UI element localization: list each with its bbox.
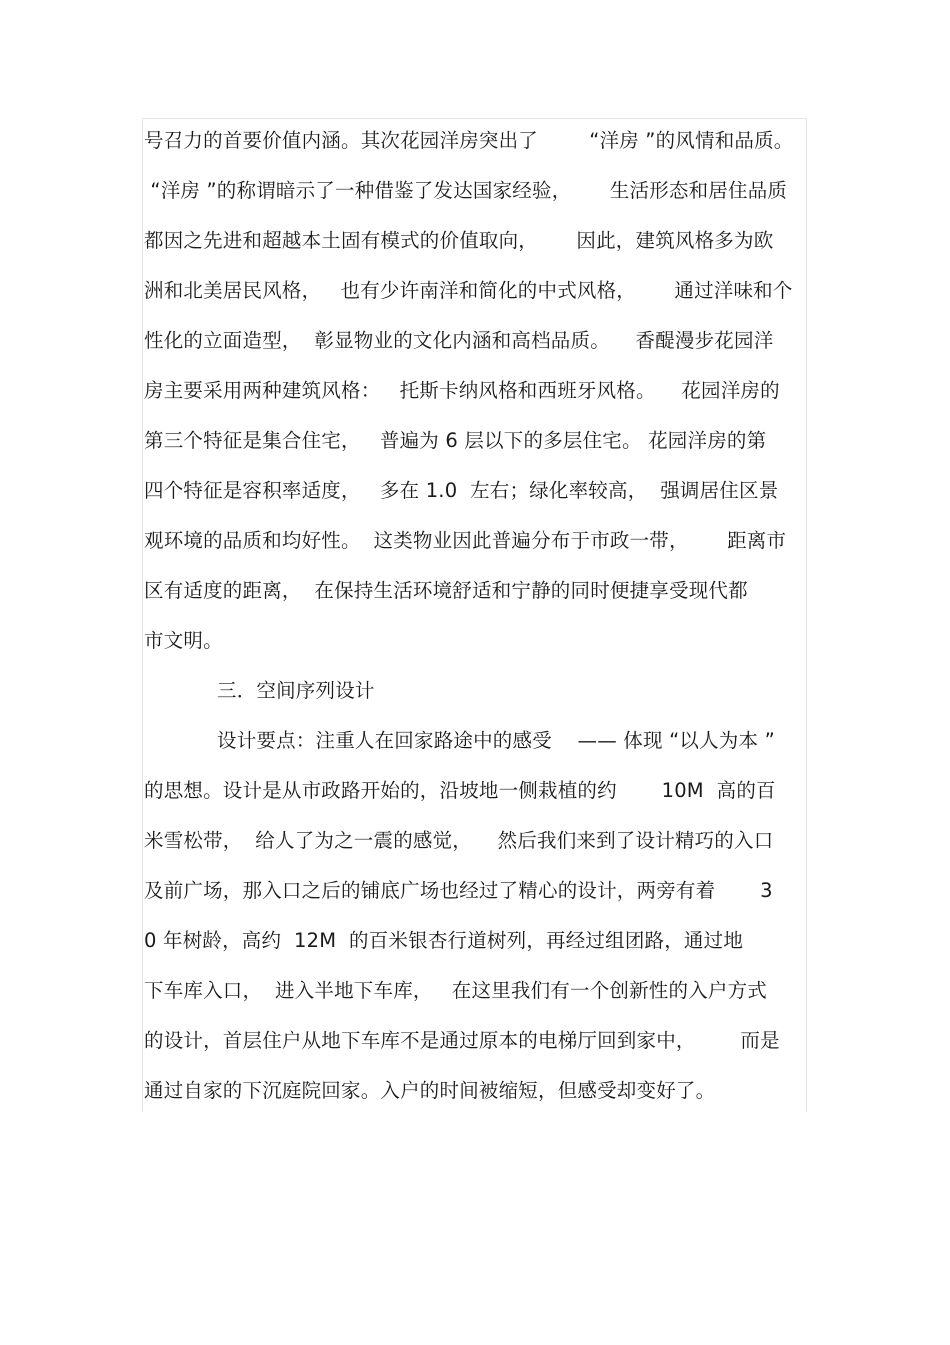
design-line: 通过自家的下沉庭院回家。入户的时间被缩短，但感受却变好了。 [144,1079,716,1102]
document-body [144,116,806,1116]
body-line: 都因之先进和超越本土固有模式的价值取向， 因此，建筑风格多为欧 [144,229,774,252]
design-line: 的思想。设计是从市政路开始的，沿坡地一侧栽植的约 10M 高的百 [144,779,776,802]
body-line: 洲和北美居民风格， 也有少许南洋和简化的中式风格， 通过洋味和个 [144,279,793,302]
body-line: 号召力的首要价值内涵。其次花园洋房突出了 “洋房 ”的风情和品质。 [144,129,794,152]
design-line: 下车库入口， 进入半地下车库， 在这里我们有一个创新性的入户方式 [144,979,767,1002]
body-line: 区有适度的距离， 在保持生活环境舒适和宁静的同时便捷享受现代都 [144,579,748,602]
design-line: 的设计，首层住户从地下车库不是通过原本的电梯厅回到家中， 而是 [144,1029,780,1052]
design-line: 设计要点：注重人在回家路途中的感受 —— 体现 “以人为本 ” [217,729,775,752]
body-line: 房主要采用两种建筑风格： 托斯卡纳风格和西班牙风格。 花园洋房的 [144,379,780,402]
body-line: 四个特征是容积率适度， 多在 1.0 左右；绿化率较高， 强调居住区景 [144,479,779,502]
section-heading: 三．空间序列设计 [217,679,375,702]
design-line: 米雪松带， 给人了为之一震的感觉， 然后我们来到了设计精巧的入口 [144,829,774,852]
body-line: 性化的立面造型， 彰显物业的文化内涵和高档品质。 香醍漫步花园洋 [144,329,774,352]
body-line: “洋房 ”的称谓暗示了一种借鉴了发达国家经验， 生活形态和居住品质 [144,179,788,202]
design-line: 0 年树龄，高约 12M 的百米银杏行道树列，再经过组团路，通过地 [144,929,744,952]
body-line: 第三个特征是集合住宅， 普遍为 6 层以下的多层住宅。 花园洋房的第 [144,429,767,452]
body-line: 观环境的品质和均好性。 这类物业因此普遍分布于市政一带， 距离市 [144,529,787,552]
design-line: 及前广场，那入口之后的铺底广场也经过了精心的设计，两旁有着 3 [144,879,773,902]
body-line: 市文明。 [144,629,223,652]
